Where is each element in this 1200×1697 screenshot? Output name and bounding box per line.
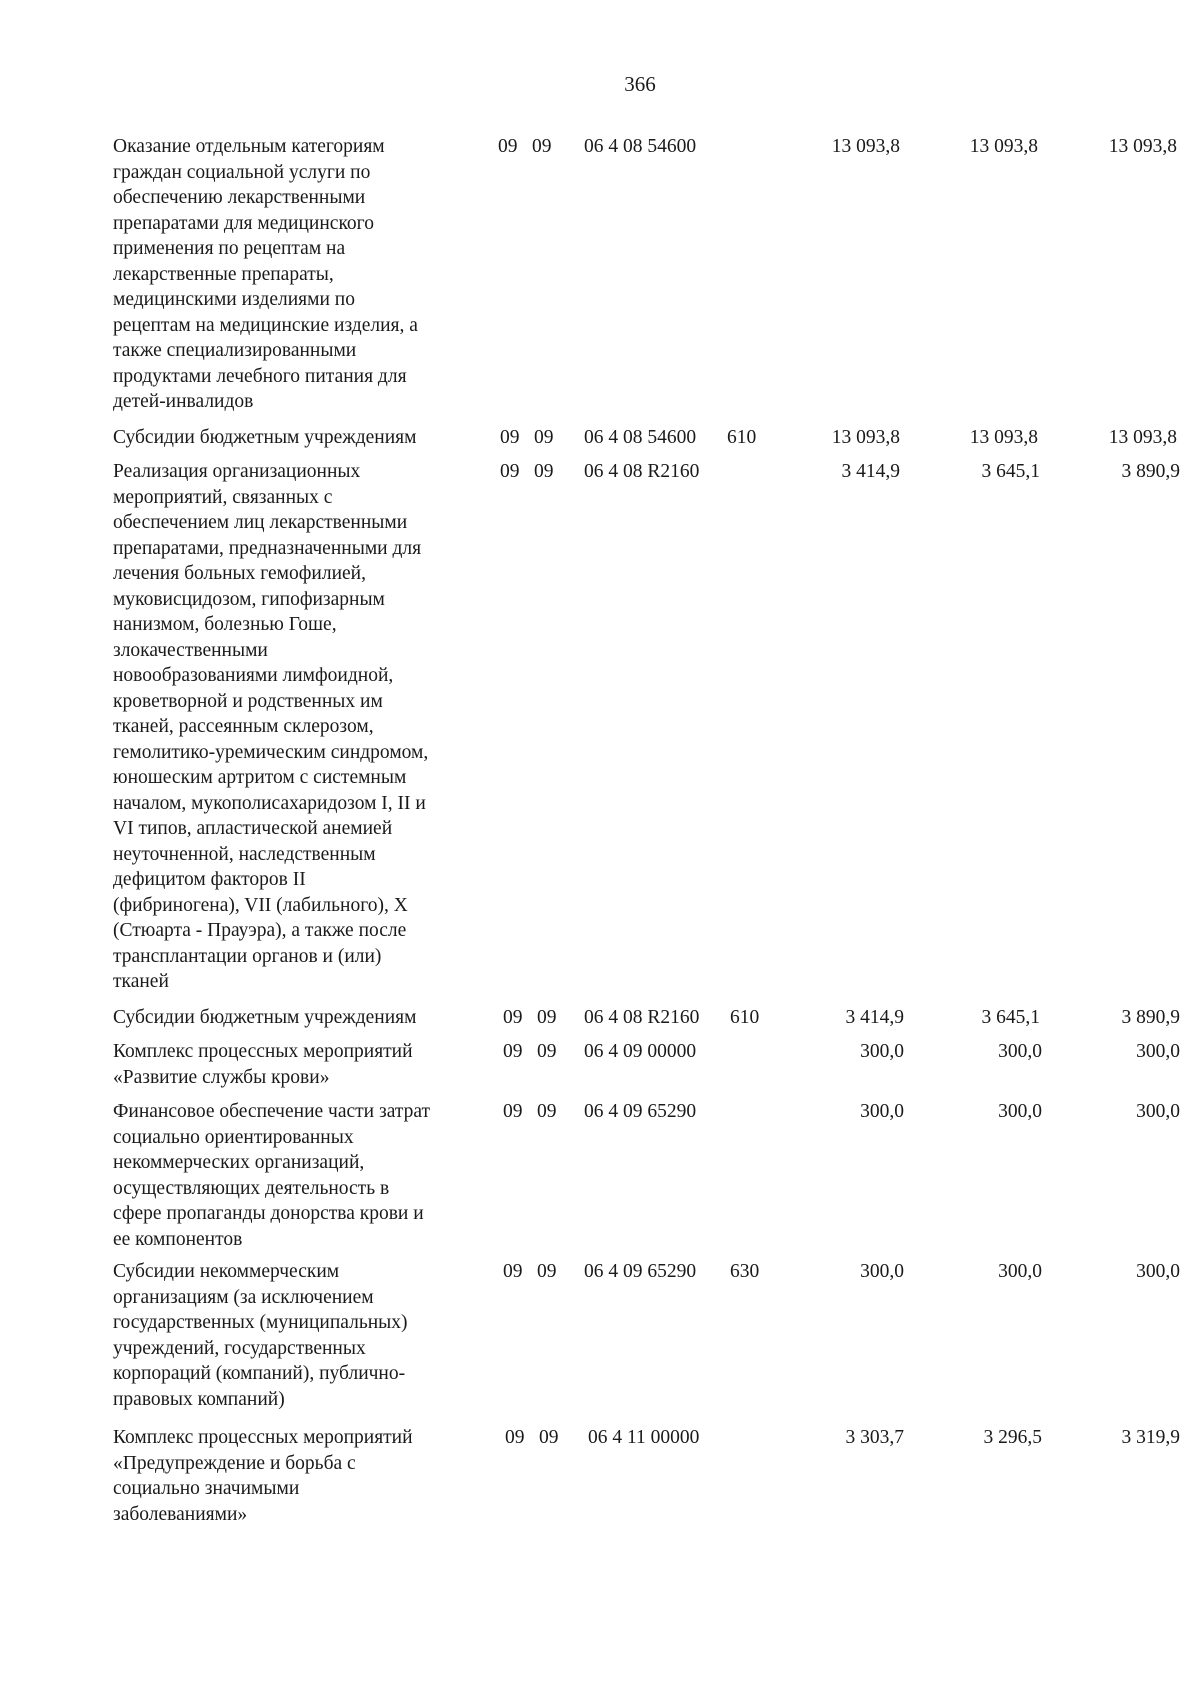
row-amount-year1: 3 414,9 <box>845 1007 904 1028</box>
row-amount-year2: 300,0 <box>998 1101 1042 1122</box>
row-section-code: 09 <box>503 1041 523 1062</box>
row-subsection-code: 09 <box>539 1427 559 1448</box>
row-section-code: 09 <box>503 1101 523 1122</box>
row-amount-year2: 3 296,5 <box>983 1427 1042 1448</box>
row-subsection-code: 09 <box>537 1007 557 1028</box>
row-expense-type: 610 <box>727 427 757 448</box>
row-name: Финансовое обеспечение части затрат социально ориентированных некоммерческих организаций, осуществляющих деятельность в сфере пропаганды донорства крови и ее компонентов <box>113 1101 431 1250</box>
row-section-code: 09 <box>505 1427 525 1448</box>
row-target-article: 06 4 09 00000 <box>584 1041 697 1062</box>
row-amount-year2: 300,0 <box>998 1261 1042 1282</box>
row-section-code: 09 <box>503 1261 523 1282</box>
row-name: Реализация организационных мероприятий, связанных с обеспечением лиц лекарственными препаратами, предназначенными для лечения больных гемофилией, муковисцидозом, гипофизарным нанизмом, болезнью Гоше, злокачественными новообразованиями лимфоидной, кроветворной и родственных им тканей, рассеянным склерозом, гемолитико-уремическим синдромом, юношеским артритом с системным началом, мукополисахаридозом I, II и VI типов, апластической анемией неуточненной, наследственным дефицитом факторов II (фибриногена), VII (лабильного), X (Стюарта - Прауэра), а также после трансплантации органов и (или) тканей <box>113 461 429 992</box>
row-amount-year1: 300,0 <box>860 1041 904 1062</box>
row-amount-year2: 3 645,1 <box>981 461 1040 482</box>
row-amount-year1: 13 093,8 <box>831 136 900 157</box>
row-name: Комплекс процессных мероприятий «Развитие службы крови» <box>113 1041 413 1088</box>
row-amount-year3: 3 890,9 <box>1121 1007 1180 1028</box>
row-amount-year1: 3 414,9 <box>841 461 900 482</box>
row-amount-year1: 300,0 <box>860 1261 904 1282</box>
row-name: Комплекс процессных мероприятий «Предупреждение и борьба с социально значимыми заболеваниями» <box>113 1427 413 1525</box>
row-section-code: 09 <box>500 427 520 448</box>
row-target-article: 06 4 08 54600 <box>584 427 697 448</box>
row-amount-year1: 300,0 <box>860 1101 904 1122</box>
row-amount-year2: 13 093,8 <box>969 427 1038 448</box>
row-subsection-code: 09 <box>532 136 552 157</box>
row-target-article: 06 4 08 54600 <box>584 136 697 157</box>
row-amount-year1: 13 093,8 <box>831 427 900 448</box>
row-section-code: 09 <box>498 136 518 157</box>
page-number: 366 <box>624 72 656 96</box>
row-subsection-code: 09 <box>537 1261 557 1282</box>
row-amount-year3: 13 093,8 <box>1108 427 1177 448</box>
row-section-code: 09 <box>503 1007 523 1028</box>
row-amount-year3: 3 319,9 <box>1121 1427 1180 1448</box>
row-amount-year2: 3 645,1 <box>981 1007 1040 1028</box>
row-amount-year2: 300,0 <box>998 1041 1042 1062</box>
row-amount-year3: 3 890,9 <box>1121 461 1180 482</box>
row-amount-year1: 3 303,7 <box>845 1427 904 1448</box>
row-target-article: 06 4 09 65290 <box>584 1261 697 1282</box>
row-name: Субсидии бюджетным учреждениям <box>113 427 417 448</box>
row-name: Субсидии некоммерческим организациям (за исключением государственных (муниципальных) учреждений, государственных корпораций (компаний), публично- правовых компаний) <box>113 1261 408 1410</box>
row-subsection-code: 09 <box>534 461 554 482</box>
row-subsection-code: 09 <box>534 427 554 448</box>
row-name: Оказание отдельным категориям граждан социальной услуги по обеспечению лекарственными препаратами для медицинского применения по рецептам на лекарственные препараты, медицинскими изделиями по рецептам на медицинские изделия, а также специализированными продуктами лечебного питания для детей-инвалидов <box>113 136 418 412</box>
row-name: Субсидии бюджетным учреждениям <box>113 1007 417 1028</box>
row-target-article: 06 4 08 R2160 <box>584 461 700 482</box>
row-expense-type: 630 <box>730 1261 760 1282</box>
row-expense-type: 610 <box>730 1007 760 1028</box>
row-amount-year3: 300,0 <box>1136 1101 1180 1122</box>
row-subsection-code: 09 <box>537 1041 557 1062</box>
row-section-code: 09 <box>500 461 520 482</box>
row-amount-year2: 13 093,8 <box>969 136 1038 157</box>
row-target-article: 06 4 11 00000 <box>588 1427 700 1448</box>
row-target-article: 06 4 09 65290 <box>584 1101 697 1122</box>
row-target-article: 06 4 08 R2160 <box>584 1007 700 1028</box>
row-amount-year3: 300,0 <box>1136 1261 1180 1282</box>
row-amount-year3: 300,0 <box>1136 1041 1180 1062</box>
row-subsection-code: 09 <box>537 1101 557 1122</box>
row-amount-year3: 13 093,8 <box>1108 136 1177 157</box>
